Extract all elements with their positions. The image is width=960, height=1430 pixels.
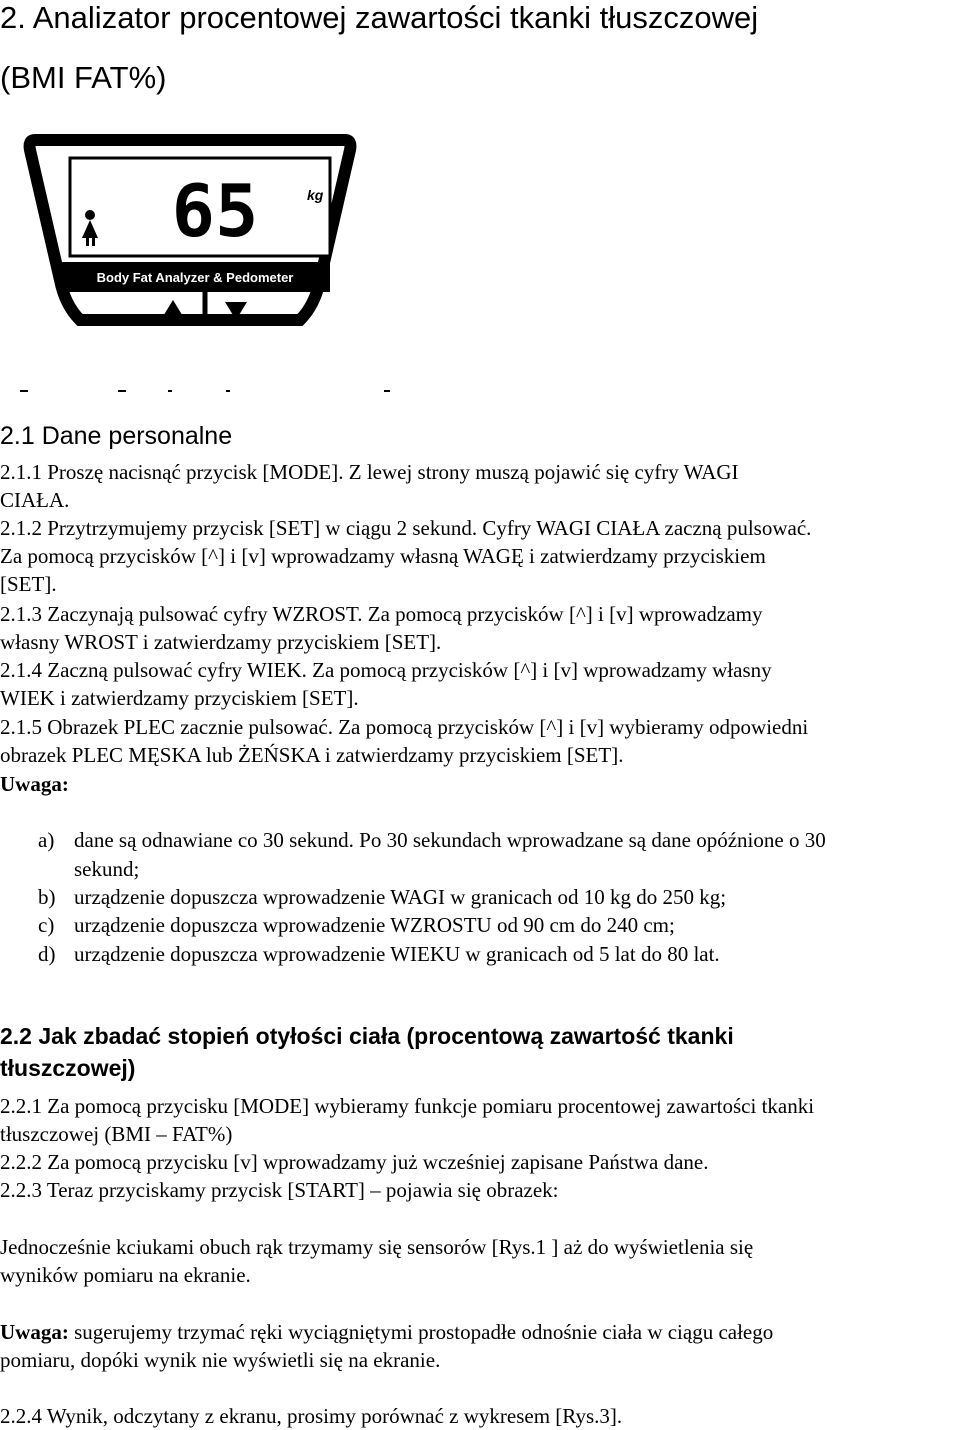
list-marker: a) [38,828,55,852]
triangle-up-icon[interactable] [162,300,184,318]
brand-label: Body Fat Analyzer & Pedometer [96,270,294,285]
list-item-text: urządzenie dopuszcza wprowadzenie WZROSTU od 90 cm do 240 cm; [74,913,675,937]
text-line: własny WROST i zatwierdzamy przyciskiem [SET]. [0,630,442,654]
list-item-text: dane są odnawiane co 30 sekund. Po 30 sekundach wprowadzane są dane opóźnione o 30 [74,828,826,852]
text-line: 2.2.2 Za pomocą przycisku [v] wprowadzamy już wcześniej zapisane Państwa dane. [0,1150,709,1174]
separator-mark [384,390,390,392]
note-line [0,1318,773,1346]
section-heading-2-2-line2: tłuszczowej) [0,1055,136,1081]
separator-mark [168,390,172,392]
text-line: pomiaru, dopóki wynik nie wyświetli się na ekranie. [0,1348,441,1372]
text-line: CIAŁA. [0,488,70,512]
text-line: WIEK i zatwierdzamy przyciskiem [SET]. [0,686,359,710]
list-item-text: urządzenie dopuszcza wprowadzenie WIEKU w granicach od 5 lat do 80 lat. [74,942,720,966]
text-line: Za pomocą przycisków [^] i [v] wprowadzamy własną WAGĘ i zatwierdzamy przyciskiem [0,544,766,568]
text-line: 2.1.1 Proszę nacisnąć przycisk [MODE]. Z lewej strony muszą pojawić się cyfry WAGI [0,460,739,484]
text-line: tłuszczowej (BMI – FAT%) [0,1122,233,1146]
text-line: wyników pomiaru na ekranie. [0,1263,251,1287]
section-heading-2-1: 2.1 Dane personalne [0,422,233,450]
text-line: [SET]. [0,572,57,596]
list-marker: d) [38,942,56,966]
note-text: sugerujemy trzymać ręki wyciągniętymi prostopadłe odnośnie ciała w ciągu całego [68,1320,774,1344]
text-line: obrazek PLEC MĘSKA lub ŻEŃSKA i zatwierdzamy przyciskiem [SET]. [0,743,624,767]
body-fat-analyzer-device-image [20,130,360,370]
separator-mark [226,390,230,392]
text-line: 2.1.5 Obrazek PLEC zacznie pulsować. Za pomocą przycisków [^] i [v] wybieramy odpowiedni [0,715,809,739]
text-line: 2.1.3 Zaczynają pulsować cyfry WZROST. Za pomocą przycisków [^] i [v] wprowadzamy [0,602,763,626]
list-marker: b) [38,885,56,909]
text-line: 2.1.2 Przytrzymujemy przycisk [SET] w ciągu 2 sekund. Cyfry WAGI CIAŁA zaczną pulsować. [0,516,812,540]
separator-mark [20,390,28,392]
separator-mark [118,390,126,392]
text-line: 2.2.4 Wynik, odczytany z ekranu, prosimy porównać z wykresem [Rys.3]. [0,1404,623,1428]
text-line: Jednocześnie kciukami obuch rąk trzymamy się sensorów [Rys.1 ] aż do wyświetlenia się [0,1235,754,1259]
text-line: 2.2.3 Teraz przyciskamy przycisk [START] – pojawia się obrazek: [0,1178,559,1202]
lcd-unit-label: kg [307,187,324,203]
section-heading-2-2-line1: 2.2 Jak zbadać stopień otyłości ciała (procentową zawartość tkanki [0,1023,734,1049]
page-title-line2: (BMI FAT%) [0,60,167,95]
list-item-text: sekund; [74,857,140,881]
list-item-text: urządzenie dopuszcza wprowadzenie WAGI w granicach od 10 kg do 250 kg; [74,885,727,909]
list-marker: c) [38,913,55,937]
text-line: 2.1.4 Zaczną pulsować cyfry WIEK. Za pomocą przycisków [^] i [v] wprowadzamy własny [0,658,772,682]
note-label: Uwaga: [0,772,69,796]
text-line: 2.2.1 Za pomocą przycisku [MODE] wybieramy funkcje pomiaru procentowej zawartości tkanki [0,1094,815,1118]
note-label: Uwaga: [0,1320,69,1344]
page-title-line1: 2. Analizator procentowej zawartości tkanki tłuszczowej [0,0,759,35]
lcd-weight-value: 65 [171,169,259,253]
